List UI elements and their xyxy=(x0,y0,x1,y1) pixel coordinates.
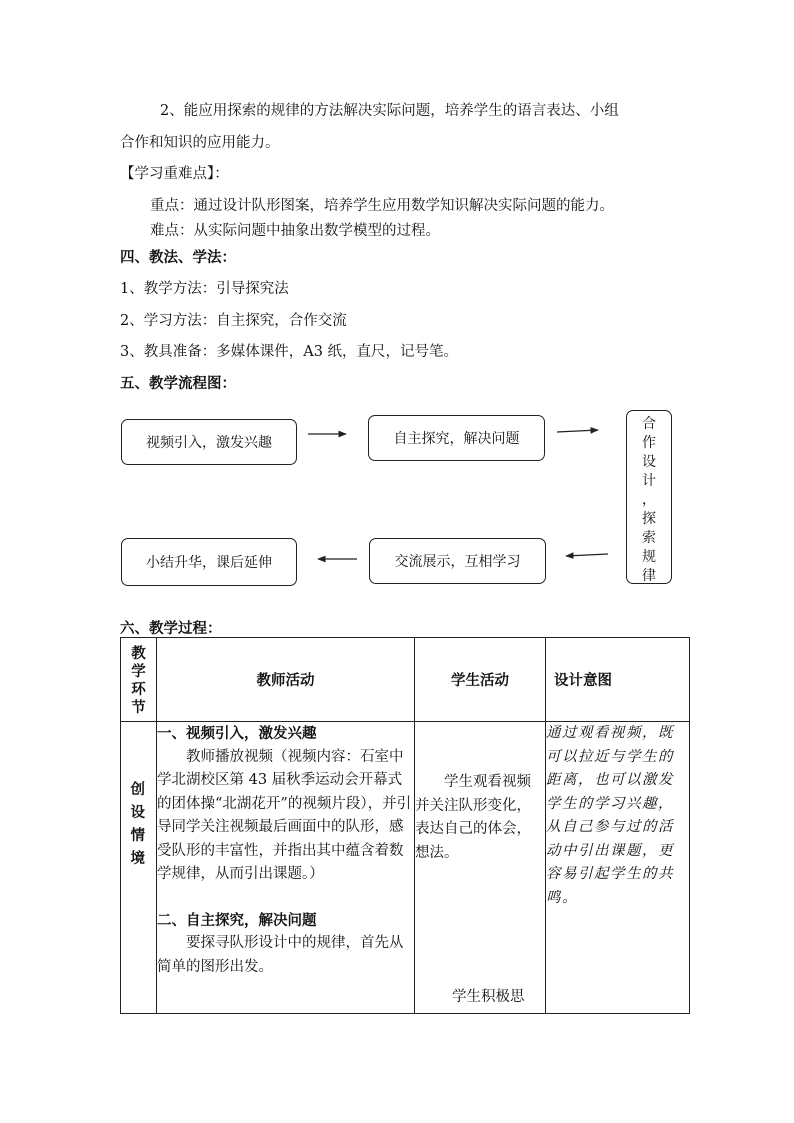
header-teacher-activity: 教师活动 xyxy=(157,638,415,722)
teacher-step2-title: 二、自主探究，解决问题 xyxy=(157,911,317,929)
student-activity-cell xyxy=(415,722,546,1014)
flow-step-char: 计 xyxy=(642,473,656,489)
flow-step-char: 设 xyxy=(642,454,656,470)
flow-step-char: 作 xyxy=(642,435,656,451)
stage-cell xyxy=(121,722,157,1014)
teaching-process-table xyxy=(120,637,690,1014)
teacher-step1-title: 一、视频引入，激发兴趣 xyxy=(157,725,317,742)
header-student-activity: 学生活动 xyxy=(415,638,546,722)
flow-step-label: 交流展示，互相学习 xyxy=(394,554,521,570)
flow-step-label: 视频引入，激发兴趣 xyxy=(146,435,272,451)
flow-step-char: 合 xyxy=(642,416,656,432)
section4-heading: 四、教法、学法： xyxy=(120,249,236,266)
header-stage: 教学环节 xyxy=(121,638,157,722)
flow-step-char: 索 xyxy=(642,530,656,546)
student-activity-text-2: 学生积极思 xyxy=(452,988,525,1005)
method-item-1: 1、教学方法：引导探究法 xyxy=(120,281,289,297)
teacher-step2-text: 要探寻队形设计中的规律，首先从简单的图形出发。 xyxy=(157,935,404,975)
table-row xyxy=(121,722,690,1014)
design-intent-text: 通过观看视频，既可以拉近与学生的距离，也可以激发学生的学习兴趣，从自己参与过的活动中引出课题，更容易引起学生的共鸣。 xyxy=(546,725,674,906)
section6-heading: 六、教学过程： xyxy=(120,620,222,637)
stage-label: 创设情境 xyxy=(130,781,145,867)
arrow-left-1 xyxy=(566,554,608,556)
table-header-row xyxy=(121,638,690,722)
key-point-focus: 重点：通过设计队形图案，培养学生应用数学知识解决实际问题的能力。 xyxy=(150,198,614,214)
objective-2-line2: 合作和知识的应用能力。 xyxy=(120,135,280,151)
design-intent-cell xyxy=(546,722,690,1014)
flow-step-label: 自主探究，解决问题 xyxy=(393,431,520,447)
key-points-heading: 【学习重难点】： xyxy=(120,166,229,182)
teacher-activity-cell xyxy=(157,722,415,1014)
flow-step-label: 小结升华，课后延伸 xyxy=(146,555,272,571)
flow-step-char: 探 xyxy=(642,511,656,527)
flow-step-char: 律 xyxy=(642,568,656,584)
method-item-3: 3、教具准备：多媒体课件，A3 纸，直尺，记号笔。 xyxy=(120,344,459,360)
key-point-difficulty: 难点：从实际问题中抽象出数学模型的过程。 xyxy=(150,223,440,239)
student-activity-text: 学生观看视频并关注队形变化，表达自己的体会，想法。 xyxy=(415,774,531,861)
arrow-right-2 xyxy=(557,430,598,432)
flow-step-char: ， xyxy=(642,492,656,508)
objective-2-line1: 2、能应用探索的规律的方法解决实际问题，培养学生的语言表达、小组 xyxy=(160,103,619,119)
section5-heading: 五、教学流程图： xyxy=(120,375,236,392)
teacher-step1-text: 教师播放视频（视频内容：石室中学北湖校区第 43 届秋季运动会开幕式的团体操“北湖花开”的视频片段），并引导同学关注视频最后画面中的队形，感受队形的丰富性，并指出其中蕴含着数学规律，从而引出课题。） xyxy=(157,748,412,882)
header-design-intent: 设计意图 xyxy=(546,638,690,722)
flow-step-char: 规 xyxy=(642,549,656,565)
method-item-2: 2、学习方法：自主探究，合作交流 xyxy=(120,313,347,329)
